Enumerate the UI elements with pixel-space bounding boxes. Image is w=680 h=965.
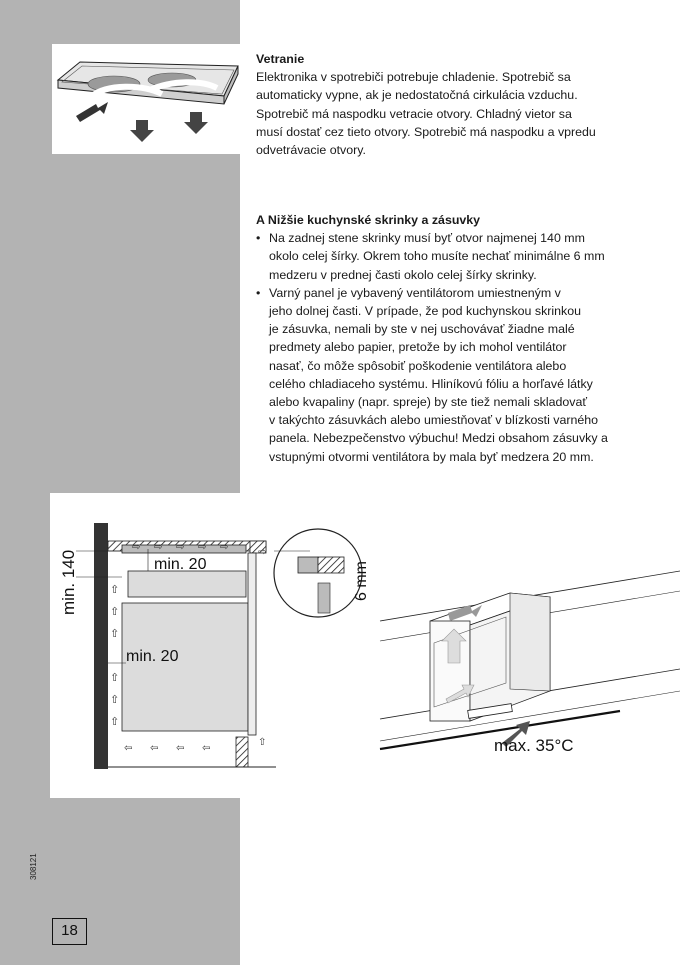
bullet-line: predmety alebo papier, pretože by ich mohol ventilátor bbox=[269, 340, 567, 355]
ventilation-line: musí dostať cez tieto otvory. Spotrebič má naspodku a vpredu bbox=[256, 124, 596, 139]
svg-text:⇧: ⇧ bbox=[110, 716, 120, 728]
svg-text:⇧: ⇧ bbox=[110, 628, 120, 640]
svg-text:⇦: ⇦ bbox=[150, 743, 159, 754]
label-6-mm: 6 mm bbox=[353, 561, 370, 601]
bullet-line: • Varný panel je vybavený ventilátorom umiestneným v bbox=[269, 285, 561, 300]
ventilation-line: odvetrávacie otvory. bbox=[256, 143, 366, 158]
installation-diagram bbox=[50, 493, 680, 798]
bullet-item bbox=[256, 284, 646, 466]
cabinets-section bbox=[256, 211, 646, 466]
hob-ventilation-illustration bbox=[52, 44, 240, 154]
svg-text:⇦: ⇦ bbox=[176, 743, 185, 754]
svg-text:⇨: ⇨ bbox=[176, 542, 185, 553]
label-min-140: min. 140 bbox=[59, 549, 78, 615]
svg-text:⇨: ⇨ bbox=[220, 542, 229, 553]
document-code: 308121 bbox=[29, 853, 38, 880]
svg-text:⇧: ⇧ bbox=[110, 584, 120, 596]
bullet-line: je zásuvka, nemali by ste v nej uschovávať žiadne malé bbox=[269, 322, 575, 337]
svg-text:⇨: ⇨ bbox=[198, 542, 207, 553]
bullet-line: medzeru v prednej časti okolo celej šírky skrinky. bbox=[269, 267, 537, 282]
bullet-line: celého chladiaceho systému. Hliníkovú fóliu a horľavé látky bbox=[269, 376, 593, 391]
svg-text:⇧: ⇧ bbox=[110, 694, 120, 706]
svg-text:⇨: ⇨ bbox=[258, 547, 267, 558]
svg-text:⇨: ⇨ bbox=[132, 542, 141, 553]
bullet-line: v takýchto zásuvkách alebo umiestňovať v blízkosti varného bbox=[269, 413, 599, 428]
ventilation-section bbox=[256, 50, 656, 159]
bullet-line: okolo celej šírky. Okrem toho musíte nechať minimálne 6 mm bbox=[269, 249, 605, 264]
label-min-20-top: min. 20 bbox=[154, 556, 207, 573]
label-min-20-left: min. 20 bbox=[126, 648, 179, 665]
bullet-line: • Na zadnej stene skrinky musí byť otvor najmenej 140 mm bbox=[269, 231, 585, 246]
cross-section-diagram bbox=[59, 523, 370, 769]
svg-text:⇦: ⇦ bbox=[124, 743, 133, 754]
ventilation-line: automaticky vypne, ak je nedostatočná cirkulácia vzduchu. bbox=[256, 88, 578, 103]
svg-text:⇧: ⇧ bbox=[110, 606, 120, 618]
svg-text:⇦: ⇦ bbox=[202, 743, 211, 754]
cabinets-heading: A Nižšie kuchynské skrinky a zásuvky bbox=[256, 213, 481, 227]
cabinets-bullet-list bbox=[256, 229, 646, 466]
bullet-line: vstupnými otvormi ventilátora by mala byť medzera 20 mm. bbox=[269, 449, 594, 464]
bullet-line: alebo kvapaliny (napr. spreje) by ste tiež nemali skladovať bbox=[269, 395, 588, 410]
bullet-line: jeho dolnej časti. V prípade, že pod kuchynskou skrinkou bbox=[269, 304, 582, 319]
ventilation-line: Spotrebič má naspodku vetracie otvory. Chladný vietor sa bbox=[256, 106, 572, 121]
bullet-item bbox=[256, 229, 646, 284]
airflow-down-arrow-1 bbox=[130, 120, 154, 142]
ventilation-heading: Vetranie bbox=[256, 52, 305, 66]
cabinet-perspective-diagram bbox=[380, 571, 680, 755]
bullet-line: nasať, čo môže spôsobiť poškodenie ventilátora alebo bbox=[269, 358, 567, 373]
page-number: 18 bbox=[52, 918, 87, 945]
ventilation-line: Elektronika v spotrebiči potrebuje chladenie. Spotrebič sa bbox=[256, 70, 571, 85]
svg-text:⇧: ⇧ bbox=[258, 737, 267, 748]
label-max-35: max. 35°C bbox=[494, 736, 574, 755]
svg-text:⇧: ⇧ bbox=[110, 672, 120, 684]
bullet-line: panela. Nebezpečenstvo výbuchu! Medzi obsahom zásuvky a bbox=[269, 431, 608, 446]
svg-text:⇨: ⇨ bbox=[154, 542, 163, 553]
airflow-down-arrow-2 bbox=[184, 112, 208, 134]
